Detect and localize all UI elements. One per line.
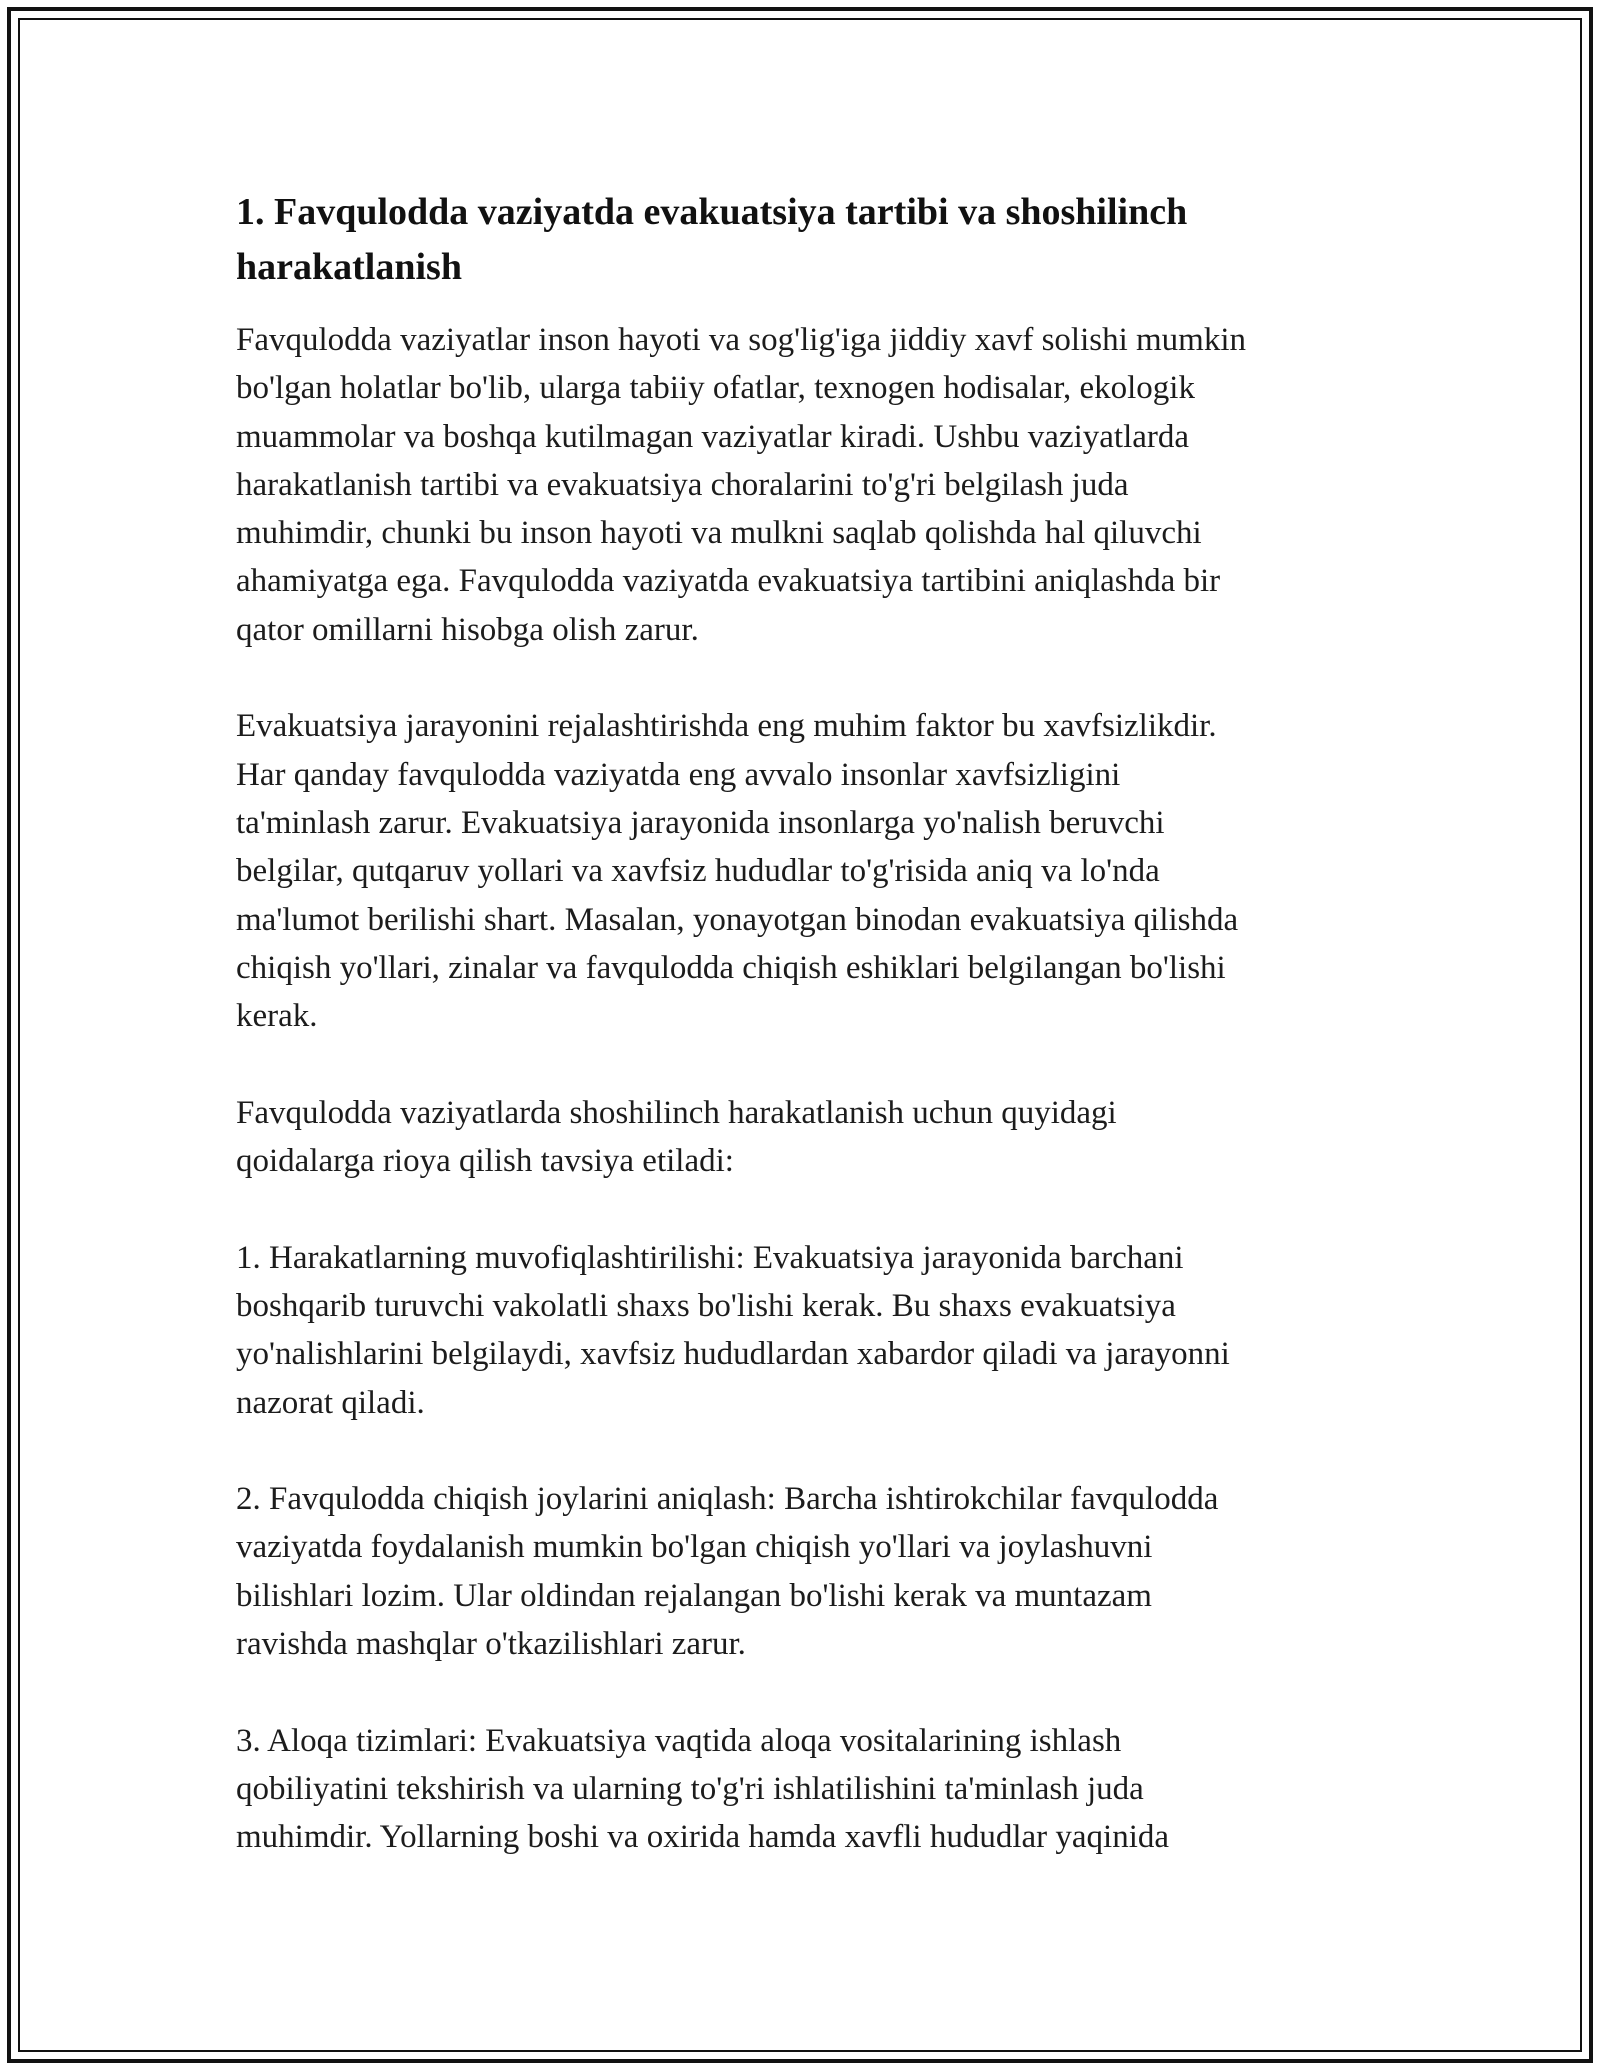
list-item-communication: 3. Aloqa tizimlari: Evakuatsiya vaqtida aloqa vositalarining ishlash qobiliyatini tekshirish va ularning to'g'ri ishlatilishini ta'minlash juda muhimdir. Yollarning boshi va oxirida hamda xavfli hududlar yaqinida <box>236 1722 1170 1856</box>
paragraph-rules-intro: Favqulodda vaziyatlarda shoshilinch harakatlanish uchun quyidagi qoidalarga rioya qilish tavsiya etiladi: <box>236 1094 1117 1180</box>
list-item-coordination: 1. Harakatlarning muvofiqlashtirilishi: Evakuatsiya jarayonida barchani boshqarib turuvchi vakolatli shaxs bo'lishi kerak. Bu shaxs evakuatsiya yo'nalishlarini belgilaydi, xavfsiz hududlardan xabardor qiladi va jarayonni nazorat qiladi. <box>236 1239 1230 1421</box>
list-item-emergency-exits: 2. Favqulodda chiqish joylarini aniqlash: Barcha ishtirokchilar favqulodda vaziyatda foydalanish mumkin bo'lgan chiqish yo'llari va joylashuvni bilishlari lozim. Ular oldindan rejalangan bo'lishi kerak va muntazam ravishda mashqlar o'tkazilishlari zarur. <box>236 1481 1219 1663</box>
document-body <box>236 185 1376 1862</box>
section-heading: 1. Favqulodda vaziyatda evakuatsiya tartibi va shoshilinch harakatlanish <box>236 191 1188 288</box>
paragraph-safety: Evakuatsiya jarayonini rejalashtirishda eng muhim faktor bu xavfsizlikdir. Har qanday favqulodda vaziyatda eng avvalo insonlar xavfsizligini ta'minlash zarur. Evakuatsiya jarayonida insonlarga yo'nalish beruvchi belgilar, qutqaruv yollari va xavfsiz hududlar to'g'risida aniq va lo'nda ma'lumot berilishi shart. Masalan, yonayotgan binodan evakuatsiya qilishda chiqish yo'llari, zinalar va favqulodda chiqish eshiklari belgilangan bo'lishi kerak. <box>236 708 1239 1035</box>
paragraph-intro: Favqulodda vaziyatlar inson hayoti va sog'lig'iga jiddiy xavf solishi mumkin bo'lgan holatlar bo'lib, ularga tabiiy ofatlar, texnogen hodisalar, ekologik muammolar va boshqa kutilmagan vaziyatlar kiradi. Ushbu vaziyatlarda harakatlanish tartibi va evakuatsiya choralarini to'g'ri belgilash juda muhimdir, chunki bu inson hayoti va mulkni saqlab qolishda hal qiluvchi ahamiyatga ega. Favqulodda vaziyatda evakuatsiya tartibini aniqlashda bir qator omillarni hisobga olish zarur. <box>236 322 1247 648</box>
